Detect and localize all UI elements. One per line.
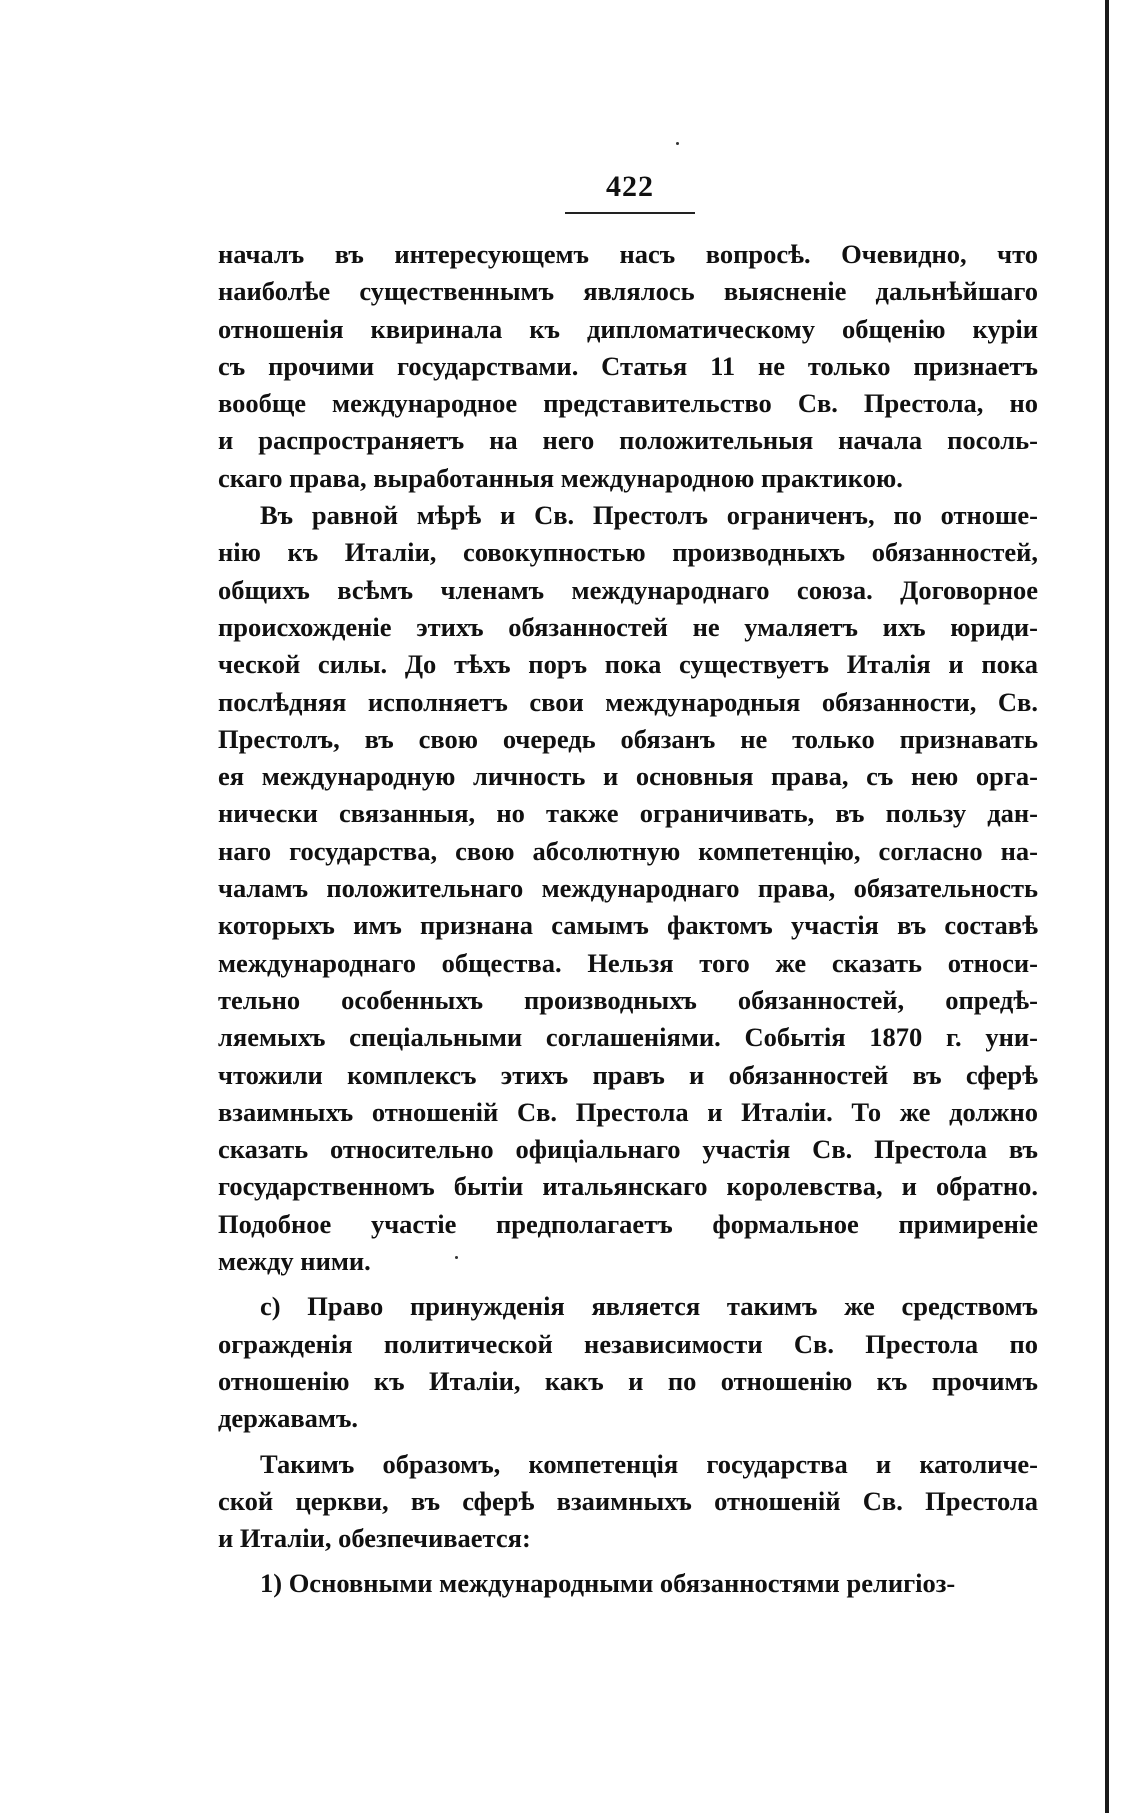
text-line: происхожденіе этихъ обязанностей не умаляетъ ихъ юриди- [218,611,1038,642]
text-line: съ прочими государствами. Статья 11 не только признаетъ [218,350,1038,381]
text-line: Такимъ образомъ, компетенція государства и католиче- [260,1448,1038,1479]
text-line: ляемыхъ спеціальными соглашеніями. Событія 1870 г. уни- [218,1022,1038,1053]
text-line: чаламъ положительнаго международнаго права, обязательность [218,873,1038,904]
paragraph-gap [218,1557,1038,1565]
text-line: ческой силы. До тѣхъ поръ пока существуетъ Италія и пока [218,649,1038,680]
print-speck [676,142,679,145]
body-text [218,236,1038,1603]
text-line: скаго права, выработанныя международною практикою. [218,462,903,493]
page-number-rule [565,212,695,214]
text-line: послѣдняя исполняетъ свои международныя обязанности, Св. [218,686,1038,717]
text-line: и распространяетъ на него положительныя начала посоль- [218,425,1038,456]
text-line: наиболѣе существеннымъ являлось выясненіе дальнѣйшаго [218,276,1038,307]
text-line: международнаго общества. Нельзя того же сказать относи- [218,947,1038,978]
text-line: взаимныхъ отношеній Св. Престола и Италіи. То же должно [218,1096,1038,1127]
binding-edge-line [1105,0,1109,1813]
paragraph [218,1565,1038,1602]
text-line: и Италіи, обезпечивается: [218,1523,531,1554]
text-line: Престолъ, въ свою очередь обязанъ не только признавать [218,723,1038,754]
text-line: сказать относительно офиціальнаго участія Св. Престола въ [218,1134,1038,1165]
text-line: между ними. [218,1246,371,1277]
text-line: ской церкви, въ сферѣ взаимныхъ отношеній Св. Престола [218,1485,1038,1516]
text-line: c) Право принужденія является такимъ же средствомъ [260,1291,1038,1322]
text-line: началъ въ интересующемъ насъ вопросѣ. Очевидно, что [218,239,1038,269]
paragraph [218,1446,1038,1558]
text-line: Въ равной мѣрѣ и Св. Престолъ ограниченъ, по отноше- [260,500,1038,531]
text-line: огражденія политической независимости Св. Престола по [218,1328,1038,1359]
text-line: нію къ Италіи, совокупностью производныхъ обязанностей, [218,537,1038,568]
paragraph [218,1288,1038,1437]
paragraph-gap [218,1280,1038,1288]
text-line: чтожили комплексъ этихъ правъ и обязанностей въ сферѣ [218,1059,1038,1090]
text-line: 1) Основными международными обязанностями религіоз- [260,1568,956,1599]
text-line: вообще международное представительство Св. Престола, но [218,388,1038,419]
text-line: отношенію къ Италіи, какъ и по отношенію къ прочимъ [218,1365,1038,1396]
page-number: 422 [606,170,654,203]
paragraph [218,236,1038,497]
text-line: отношенія квиринала къ дипломатическому общенію куріи [218,313,1038,344]
paragraph-gap [218,1438,1038,1446]
text-line: наго государства, свою абсолютную компетенцію, согласно на- [218,835,1038,866]
text-line: ея международную личность и основныя права, съ нею орга- [218,761,1038,792]
text-line: тельно особенныхъ производныхъ обязанностей, опредѣ- [218,984,1038,1015]
text-line: Подобное участіе предполагаетъ формальное примиреніе [218,1208,1038,1239]
text-line: которыхъ имъ признана самымъ фактомъ участія въ составѣ [218,910,1038,941]
text-line: общихъ всѣмъ членамъ международнаго союза. Договорное [218,574,1038,605]
text-line: нически связанныя, но также ограничивать, въ пользу дан- [218,798,1038,829]
paragraph [218,497,1038,1280]
text-line: государственномъ бытіи итальянскаго королевства, и обратно. [218,1171,1038,1202]
text-line: державамъ. [218,1403,359,1434]
